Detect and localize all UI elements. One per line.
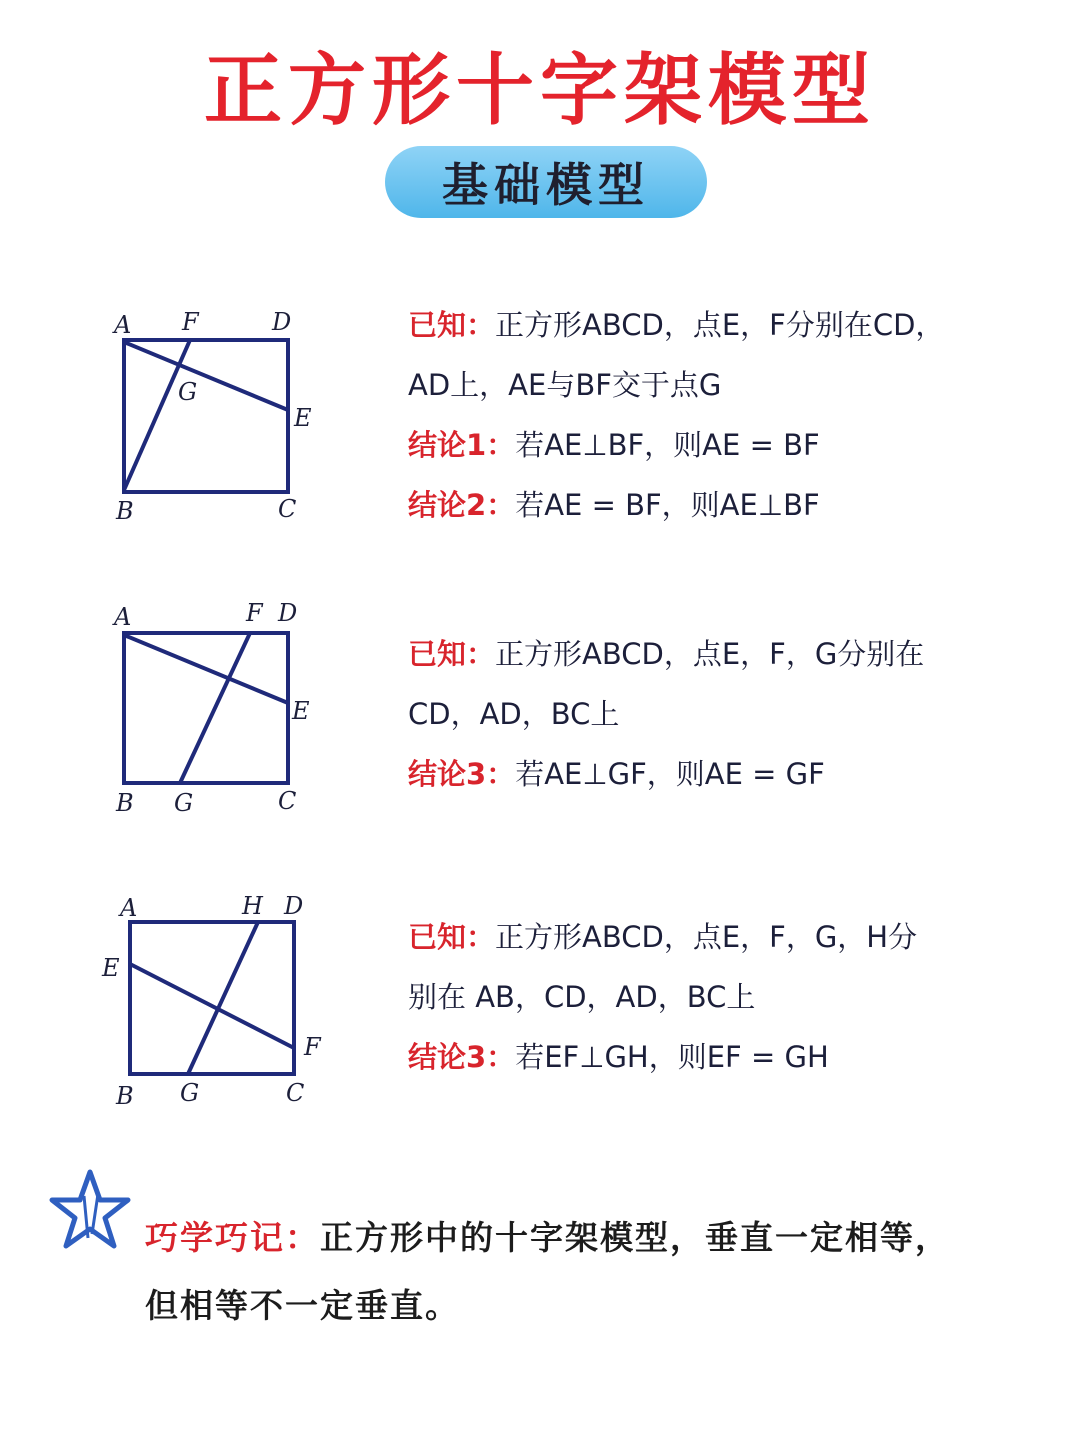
line-text: CD，AD，BC上	[408, 697, 620, 731]
figure-1	[100, 300, 330, 530]
point-label: E	[292, 697, 310, 725]
segment-ef-3	[130, 964, 294, 1048]
subtitle-pill	[385, 146, 707, 218]
line-label: 结论3：	[408, 1040, 516, 1074]
segment-ae-2	[124, 635, 288, 703]
subtitle-text: 基础模型	[442, 158, 650, 212]
line-text: 若AE = BF，则AE⊥BF	[515, 488, 820, 522]
line-text: 若EF⊥GH，则EF = GH	[515, 1040, 829, 1074]
point-label: C	[286, 1079, 305, 1107]
point-label: B	[116, 497, 134, 525]
segment-ae-1	[124, 342, 288, 410]
point-label: B	[116, 789, 134, 817]
segment-gf-2	[180, 633, 250, 783]
point-label: G	[174, 789, 194, 817]
square-2	[124, 633, 288, 783]
tip-text-1: 正方形中的十字架模型，垂直一定相等，	[320, 1218, 950, 1257]
section-2-line-1	[408, 632, 924, 673]
line-label: 结论2：	[408, 488, 516, 522]
line-text: 正方形ABCD，点E，F，G，H分	[495, 920, 918, 954]
tip-text-2: 但相等不一定垂直。	[145, 1286, 460, 1325]
section-3-line-3	[408, 1035, 829, 1076]
line-label: 结论1：	[408, 428, 516, 462]
section-1-line-3	[408, 423, 820, 464]
line-text: AD上，AE与BF交于点G	[408, 368, 722, 402]
line-text: 别在 AB，CD，AD，BC上	[408, 980, 756, 1014]
segment-bf-1	[124, 340, 190, 490]
point-label: F	[246, 599, 263, 627]
figure-2	[100, 595, 330, 825]
section-1-line-4	[408, 483, 820, 524]
point-label: C	[278, 787, 297, 815]
section-1-line-1	[408, 303, 944, 344]
line-label: 已知：	[408, 308, 496, 342]
page-title: 正方形十字架模型	[203, 46, 876, 136]
section-1-line-2	[408, 363, 721, 404]
section-3-line-2	[408, 975, 755, 1016]
section-3-line-1	[408, 915, 917, 956]
point-label: G	[180, 1079, 200, 1107]
square-3	[130, 922, 294, 1074]
point-label: D	[284, 892, 304, 920]
point-label: A	[114, 603, 132, 631]
point-label: F	[304, 1033, 321, 1061]
square-1	[124, 340, 288, 492]
line-label: 结论3：	[408, 757, 516, 791]
section-2-line-2	[408, 692, 619, 733]
line-label: 已知：	[408, 637, 496, 671]
tip-line-1	[145, 1212, 950, 1259]
point-label: G	[178, 378, 198, 406]
line-text: 若AE⊥GF，则AE = GF	[515, 757, 825, 791]
line-text: 若AE⊥BF，则AE = BF	[515, 428, 820, 462]
point-label: B	[116, 1082, 134, 1110]
line-label: 已知：	[408, 920, 496, 954]
point-label: C	[278, 495, 297, 523]
point-label: F	[182, 308, 199, 336]
point-label: D	[272, 308, 292, 336]
point-label: D	[278, 599, 298, 627]
point-label: A	[114, 311, 132, 339]
point-label: E	[294, 404, 312, 432]
figure-3	[100, 888, 330, 1118]
star-icon	[48, 1168, 132, 1252]
point-label: E	[102, 954, 120, 982]
tip-line-2	[145, 1280, 460, 1327]
point-label: A	[120, 894, 138, 922]
section-2-line-3	[408, 752, 825, 793]
line-text: 正方形ABCD，点E，F，G分别在	[495, 637, 925, 671]
point-label: H	[242, 892, 263, 920]
line-text: 正方形ABCD，点E，F分别在CD，	[495, 308, 945, 342]
tip-label: 巧学巧记：	[145, 1218, 320, 1257]
